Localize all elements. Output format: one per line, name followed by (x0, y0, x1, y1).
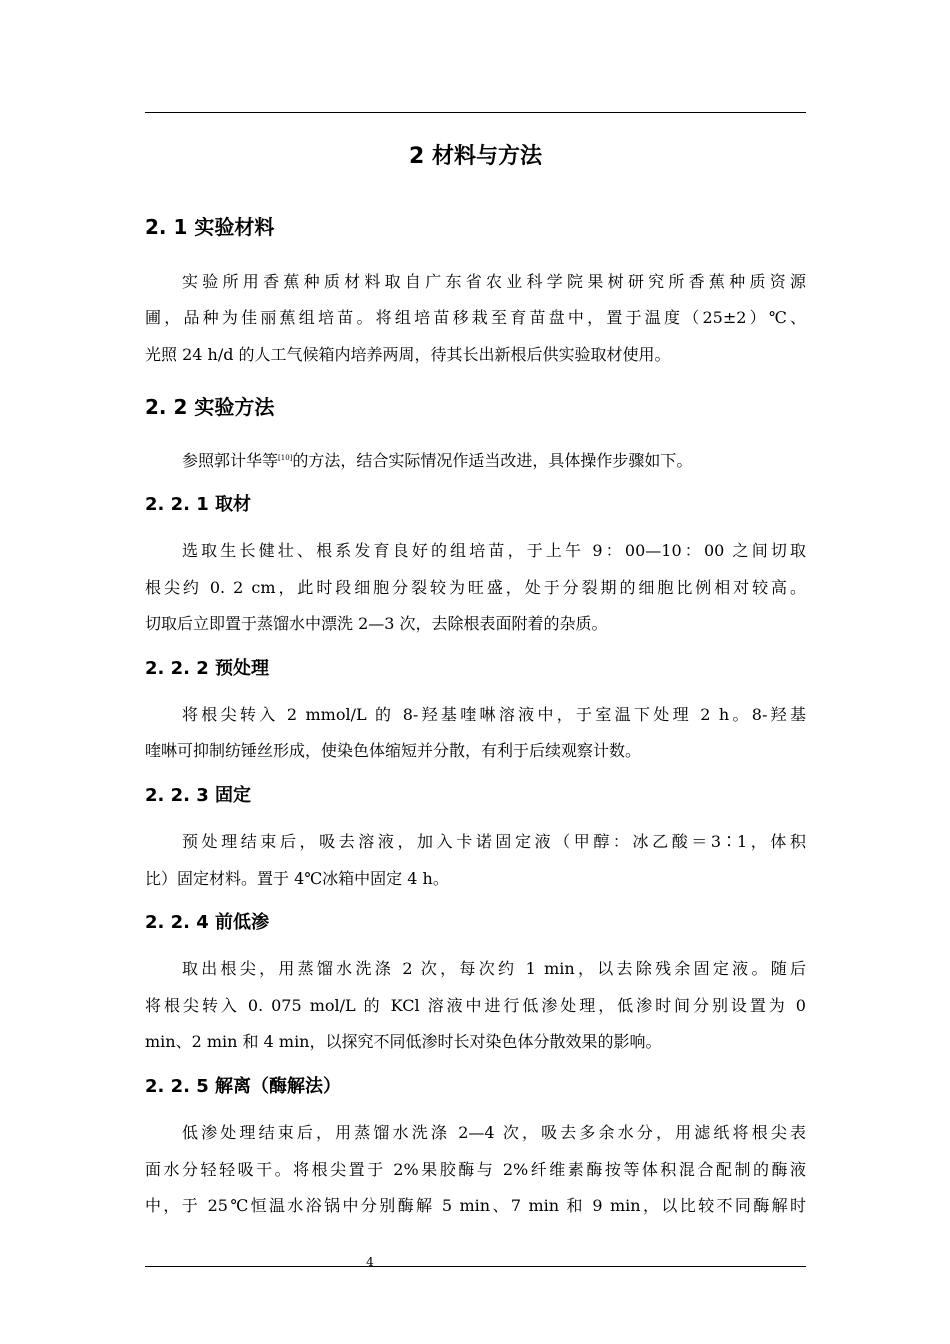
paragraph-line: 喹啉可抑制纺锤丝形成，使染色体缩短并分散，有利于后续观察计数。 (145, 741, 642, 760)
section-2-2-3-title: 2. 2. 3 固定 (145, 785, 252, 806)
paragraph-line (145, 449, 806, 473)
paragraph-line: 光照 24 h/d 的人工气候箱内培养两周，待其长出新根后供实验取材使用。 (145, 345, 671, 364)
citation-trail-text: 的方法，结合实际情况作适当改进，具体操作步骤如下。 (292, 451, 693, 470)
footer-rule (145, 1266, 806, 1267)
citation-lead-text: 参照郭计华等 (182, 451, 279, 470)
citation-reference: [10] (278, 454, 293, 462)
paragraph-line: 将根尖转入 2 mmol/L 的 8-羟基喹啉溶液中，于室温下处理 2 h。8-羟基 (182, 705, 806, 724)
section-2-2-1-title: 2. 2. 1 取材 (145, 494, 252, 515)
paragraph-line: 实验所用香蕉种质材料取自广东省农业科学院果树研究所香蕉种质资源 (182, 272, 806, 291)
section-2-2-title: 2. 2 实验方法 (145, 395, 275, 419)
section-2-2-2-title: 2. 2. 2 预处理 (145, 658, 270, 679)
paragraph-line: 将根尖转入 0. 075 mol/L 的 KCl 溶液中进行低渗处理，低渗时间分别设置为 0 (145, 996, 806, 1015)
paragraph-line: 预处理结束后，吸去溶液，加入卡诺固定液（甲醇：冰乙酸＝3∶1，体积 (182, 832, 806, 851)
paragraph-line: 切取后立即置于蒸馏水中漂洗 2—3 次，去除根表面附着的杂质。 (145, 614, 608, 633)
page-number: 4 (366, 1255, 374, 1269)
paragraph-line: 中，于 25℃恒温水浴锅中分别酶解 5 min、7 min 和 9 min，以比较不同酶解时 (145, 1196, 806, 1215)
header-rule (145, 112, 806, 113)
paragraph-line: 圃，品种为佳丽蕉组培苗。将组培苗移栽至育苗盘中，置于温度（25±2）℃、 (145, 308, 806, 327)
chapter-title: 2 材料与方法 (409, 144, 542, 169)
section-2-2-5-title: 2. 2. 5 解离（酶解法） (145, 1076, 342, 1097)
paragraph-line: min、2 min 和 4 min，以探究不同低渗时长对染色体分散效果的影响。 (145, 1032, 662, 1051)
paragraph-line: 根尖约 0. 2 cm，此时段细胞分裂较为旺盛，处于分裂期的细胞比例相对较高。 (145, 578, 806, 597)
paragraph-line: 选取生长健壮、根系发育良好的组培苗，于上午 9：00—10：00 之间切取 (182, 541, 806, 560)
paragraph-line: 低渗处理结束后，用蒸馏水洗涤 2—4 次，吸去多余水分，用滤纸将根尖表 (182, 1123, 806, 1142)
section-2-1-title: 2. 1 实验材料 (145, 215, 275, 239)
paragraph-line: 比）固定材料。置于 4℃冰箱中固定 4 h。 (145, 869, 449, 888)
paragraph-line: 面水分轻轻吸干。将根尖置于 2%果胶酶与 2%纤维素酶按等体积混合配制的酶液 (145, 1160, 806, 1179)
section-2-2-4-title: 2. 2. 4 前低渗 (145, 912, 270, 933)
paragraph-line: 取出根尖，用蒸馏水洗涤 2 次，每次约 1 min，以去除残余固定液。随后 (182, 959, 806, 978)
